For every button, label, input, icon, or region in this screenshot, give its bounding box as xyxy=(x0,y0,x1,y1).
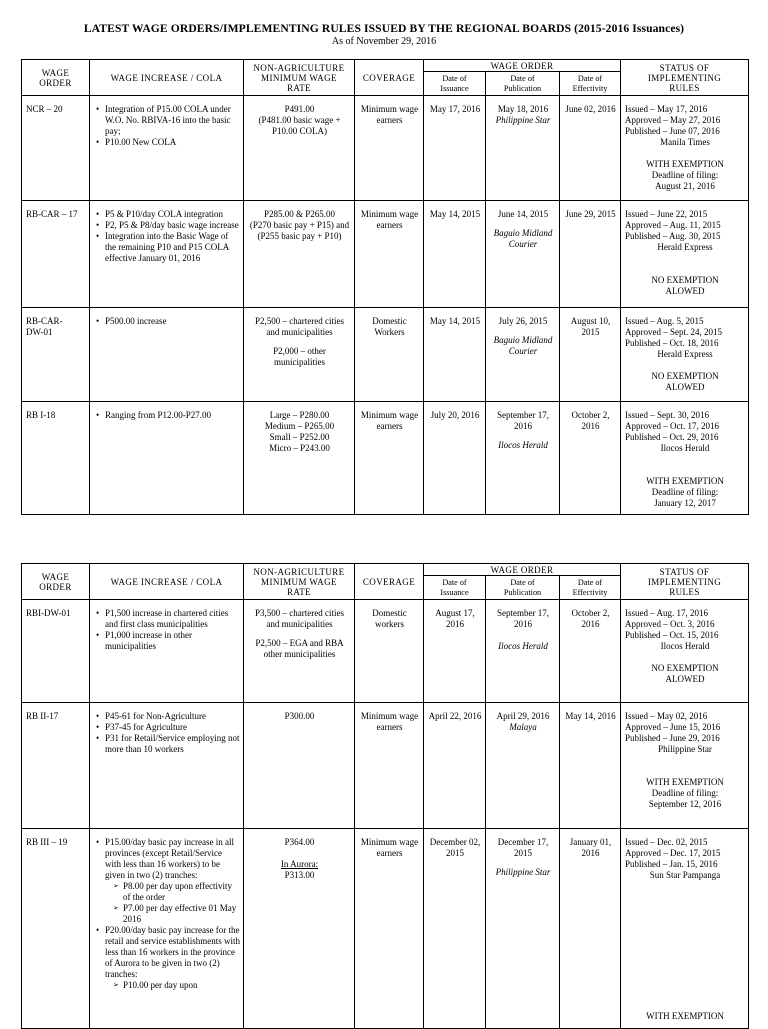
exemption-status: NO EXEMPTION xyxy=(651,371,719,381)
publication-paper: Ilocos Herald xyxy=(498,440,548,450)
table-header-row xyxy=(22,564,749,576)
document-title: LATEST WAGE ORDERS/IMPLEMENTING RULES ISSUED BY THE REGIONAL BOARDS (2015-2016 Issuances) xyxy=(83,22,685,35)
list-item: • P20.00/day basic pay increase for the retail and service establishments with less than 16 workers in the province of Aurora to be given in two (2) tranches: ➢ P10.00 per day upon xyxy=(105,925,240,991)
header-min-wage-rate: NON-AGRICULTURE MINIMUM WAGE RATE xyxy=(244,60,355,96)
deadline-date: January 12, 2017 xyxy=(654,498,716,508)
table-row xyxy=(22,308,749,402)
list-item: • P1,000 increase in other municipalities xyxy=(105,630,240,652)
status-paper: Ilocos Herald xyxy=(660,641,710,651)
coverage-value: Minimum wage earners xyxy=(360,837,419,858)
list-item: • P1,500 increase in chartered cities and first class municipalities xyxy=(105,608,240,630)
wage-order-id: RB III – 19 xyxy=(26,837,68,847)
document-subtitle: As of November 29, 2016 xyxy=(331,36,437,47)
status-approved: Approved – Oct. 17, 2016 xyxy=(625,421,719,431)
header-wage-order: WAGE ORDER xyxy=(22,564,90,600)
status-published: Published – Oct. 18, 2016 xyxy=(625,338,719,348)
exemption-status-cont: ALOWED xyxy=(665,286,705,296)
date-effectivity: October 2, 2016 xyxy=(571,410,610,431)
header-date-issuance: Date of Issuance xyxy=(424,72,486,96)
list-item: • Integration into the Basic Wage of the remaining P10 and P15 COLA effective January 01, 2016 xyxy=(105,231,240,264)
date-publication: June 14, 2015 xyxy=(497,209,549,219)
status-published: Published – Oct. 29, 2016 xyxy=(625,432,719,442)
wage-order-id: RB II-17 xyxy=(26,711,59,721)
exemption-status: WITH EXEMPTION xyxy=(646,159,724,169)
status-issued: Issued – May 17, 2016 xyxy=(625,104,708,114)
exemption-status: WITH EXEMPTION xyxy=(646,476,724,486)
rate-micro: Micro – P243.00 xyxy=(269,443,330,453)
publication-paper: Philippine Star xyxy=(495,867,551,877)
status-published: Published – June 29, 2016 xyxy=(625,733,720,743)
header-date-publication: Date of Publication xyxy=(486,72,560,96)
header-date-effectivity: Date of Effectivity xyxy=(560,576,621,600)
date-publication: May 18, 2016 xyxy=(497,104,549,114)
wage-order-id: RB-CAR – 17 xyxy=(26,209,78,219)
table-row xyxy=(22,96,749,201)
status-paper: Manila Times xyxy=(660,137,710,147)
status-paper: Herald Express xyxy=(657,242,713,252)
rate-medium: Medium – P265.00 xyxy=(264,421,335,431)
date-issuance: July 20, 2016 xyxy=(430,410,480,420)
date-issuance: May 17, 2016 xyxy=(429,104,481,114)
table-row xyxy=(22,600,749,703)
publication-paper: Malaya xyxy=(509,722,537,732)
list-subitem: ➢ P10.00 per day upon xyxy=(113,980,240,991)
date-effectivity: October 2, 2016 xyxy=(571,608,610,629)
list-item: • P31 for Retail/Service employing not more than 10 workers xyxy=(105,733,240,755)
header-wage-increase: WAGE INCREASE / COLA xyxy=(90,60,244,96)
wage-orders-table-1 xyxy=(21,59,749,515)
date-issuance: May 14, 2015 xyxy=(429,316,481,326)
wage-order-id: RB I-18 xyxy=(26,410,56,420)
header-wage-order-group: WAGE ORDER xyxy=(424,564,621,576)
list-item: • P15.00/day basic pay increase in all provinces (except Retail/Service with less than 16 workers) to be given in two (2) tranches: ➢ P8.00 per day upon effectivity of the order ➢ P7.00 per day effective 01 May 2016 xyxy=(105,837,240,925)
list-item: • P45-61 for Non-Agriculture xyxy=(105,711,240,722)
status-approved: Approved – Aug. 11, 2015 xyxy=(625,220,721,230)
date-issuance: December 02, 2015 xyxy=(429,837,481,858)
list-item: • P500.00 increase xyxy=(105,316,240,327)
header-wage-order-group: WAGE ORDER xyxy=(424,60,621,72)
status-published: Published – Aug. 30, 2015 xyxy=(625,231,721,241)
status-issued: Issued – June 22, 2015 xyxy=(625,209,708,219)
wage-order-id: RBI-DW-01 xyxy=(26,608,71,618)
table-header-row xyxy=(22,60,749,72)
deadline-label: Deadline of filing: xyxy=(651,170,719,180)
publication-paper: Baguio Midland Courier xyxy=(493,335,553,356)
status-paper: Sun Star Pampanga xyxy=(649,870,721,880)
date-issuance: April 22, 2016 xyxy=(428,711,482,721)
status-paper: Ilocos Herald xyxy=(660,443,710,453)
status-issued: Issued – Aug. 5, 2015 xyxy=(625,316,704,326)
coverage-value: Minimum wage earners xyxy=(360,104,419,125)
date-publication: September 17, 2016 xyxy=(497,608,549,629)
rate-detail: P2,500 – EGA and RBA other municipalities xyxy=(255,638,344,659)
rate-value: P3,500 – chartered cities and municipalities xyxy=(255,608,344,629)
date-publication: September 17, 2016 xyxy=(497,410,549,431)
list-subitem: ➢ P7.00 per day effective 01 May 2016 xyxy=(113,903,240,925)
date-publication: July 26, 2015 xyxy=(498,316,548,326)
date-publication: April 29, 2016 xyxy=(496,711,550,721)
rate-aurora-label: In Aurora: xyxy=(280,859,319,869)
date-publication: December 17, 2015 xyxy=(497,837,549,858)
header-coverage: COVERAGE xyxy=(355,60,424,96)
exemption-status: NO EXEMPTION xyxy=(651,275,719,285)
rate-detail: P2,000 – other municipalities xyxy=(273,346,326,367)
list-item: • P2, P5 & P8/day basic wage increase xyxy=(105,220,240,231)
list-item: • Integration of P15.00 COLA under W.O. No. RBIVA-16 into the basic pay; xyxy=(105,104,240,137)
header-date-effectivity: Date of Effectivity xyxy=(560,72,621,96)
date-effectivity: August 10, 2015 xyxy=(570,316,611,337)
status-approved: Approved – Dec. 17, 2015 xyxy=(625,848,721,858)
date-issuance: August 17, 2016 xyxy=(435,608,475,629)
exemption-status-cont: ALOWED xyxy=(665,382,705,392)
date-effectivity: January 01, 2016 xyxy=(569,837,612,858)
status-approved: Approved – May 27, 2016 xyxy=(625,115,721,125)
status-issued: Issued – May 02, 2016 xyxy=(625,711,708,721)
rate-large: Large – P280.00 xyxy=(269,410,330,420)
status-published: Published – Oct. 15, 2016 xyxy=(625,630,719,640)
rate-value: P300.00 xyxy=(284,711,315,721)
coverage-value: Domestic Workers xyxy=(372,316,407,337)
status-published: Published – June 07, 2016 xyxy=(625,126,720,136)
rate-aurora-value: P313.00 xyxy=(284,870,315,880)
wage-order-id: RB-CAR- DW-01 xyxy=(26,316,63,337)
table-row xyxy=(22,703,749,829)
list-item: • P10.00 New COLA xyxy=(105,137,240,148)
header-status: STATUS OF IMPLEMENTING RULES xyxy=(621,60,749,96)
deadline-date: September 12, 2016 xyxy=(648,799,722,809)
coverage-value: Domestic workers xyxy=(372,608,407,629)
table-row xyxy=(22,201,749,308)
status-approved: Approved – Oct. 3, 2016 xyxy=(625,619,715,629)
exemption-status-cont: ALOWED xyxy=(665,674,705,684)
header-date-publication: Date of Publication xyxy=(486,576,560,600)
deadline-label: Deadline of filing: xyxy=(651,788,719,798)
wage-orders-table-2 xyxy=(21,563,749,1029)
coverage-value: Minimum wage earners xyxy=(360,209,419,230)
date-effectivity: June 02, 2016 xyxy=(565,104,616,114)
header-wage-increase: WAGE INCREASE / COLA xyxy=(90,564,244,600)
date-effectivity: June 29, 2015 xyxy=(565,209,616,219)
coverage-value: Minimum wage earners xyxy=(360,711,419,732)
date-effectivity: May 14, 2016 xyxy=(565,711,616,721)
deadline-label: Deadline of filing: xyxy=(651,487,719,497)
rate-value: P364.00 xyxy=(284,837,315,847)
list-subitem: ➢ P8.00 per day upon effectivity of the order xyxy=(113,881,240,903)
publication-paper: Philippine Star xyxy=(495,115,551,125)
exemption-status: WITH EXEMPTION xyxy=(646,777,724,787)
publication-paper: Baguio Midland Courier xyxy=(493,228,553,249)
status-issued: Issued – Dec. 02, 2015 xyxy=(625,837,708,847)
rate-value: P491.00 xyxy=(284,104,315,114)
list-item: • P5 & P10/day COLA integration xyxy=(105,209,240,220)
rate-small: Small – P252.00 xyxy=(269,432,330,442)
exemption-status: NO EXEMPTION xyxy=(651,663,719,673)
status-approved: Approved – June 15, 2016 xyxy=(625,722,721,732)
rate-value: P285.00 & P265.00 xyxy=(263,209,335,219)
coverage-value: Minimum wage earners xyxy=(360,410,419,431)
header-date-issuance: Date of Issuance xyxy=(424,576,486,600)
deadline-date: August 21, 2016 xyxy=(655,181,715,191)
table-row xyxy=(22,402,749,515)
header-min-wage-rate: NON-AGRICULTURE MINIMUM WAGE RATE xyxy=(244,564,355,600)
publication-paper: Ilocos Herald xyxy=(498,641,548,651)
table-row xyxy=(22,829,749,1029)
wage-order-id: NCR – 20 xyxy=(26,104,63,114)
exemption-status: WITH EXEMPTION xyxy=(646,1011,724,1021)
date-issuance: May 14, 2015 xyxy=(429,209,481,219)
rate-detail: (P481.00 basic wage + P10.00 COLA) xyxy=(258,115,341,136)
list-item: • Ranging from P12.00-P27.00 xyxy=(105,410,240,421)
header-coverage: COVERAGE xyxy=(355,564,424,600)
header-status: STATUS OF IMPLEMENTING RULES xyxy=(621,564,749,600)
status-published: Published – Jan. 15, 2016 xyxy=(625,859,718,869)
list-item: • P37-45 for Agriculture xyxy=(105,722,240,733)
status-issued: Issued – Aug. 17, 2016 xyxy=(625,608,708,618)
header-wage-order: WAGE ORDER xyxy=(22,60,90,96)
status-issued: Issued – Sept. 30, 2016 xyxy=(625,410,709,420)
status-paper: Herald Express xyxy=(657,349,713,359)
status-paper: Philippine Star xyxy=(658,744,712,754)
status-approved: Approved – Sept. 24, 2015 xyxy=(625,327,722,337)
rate-detail: (P270 basic pay + P15) and (P255 basic pay + P10) xyxy=(249,220,350,241)
rate-value: P2,500 – chartered cities and municipalities xyxy=(255,316,344,337)
